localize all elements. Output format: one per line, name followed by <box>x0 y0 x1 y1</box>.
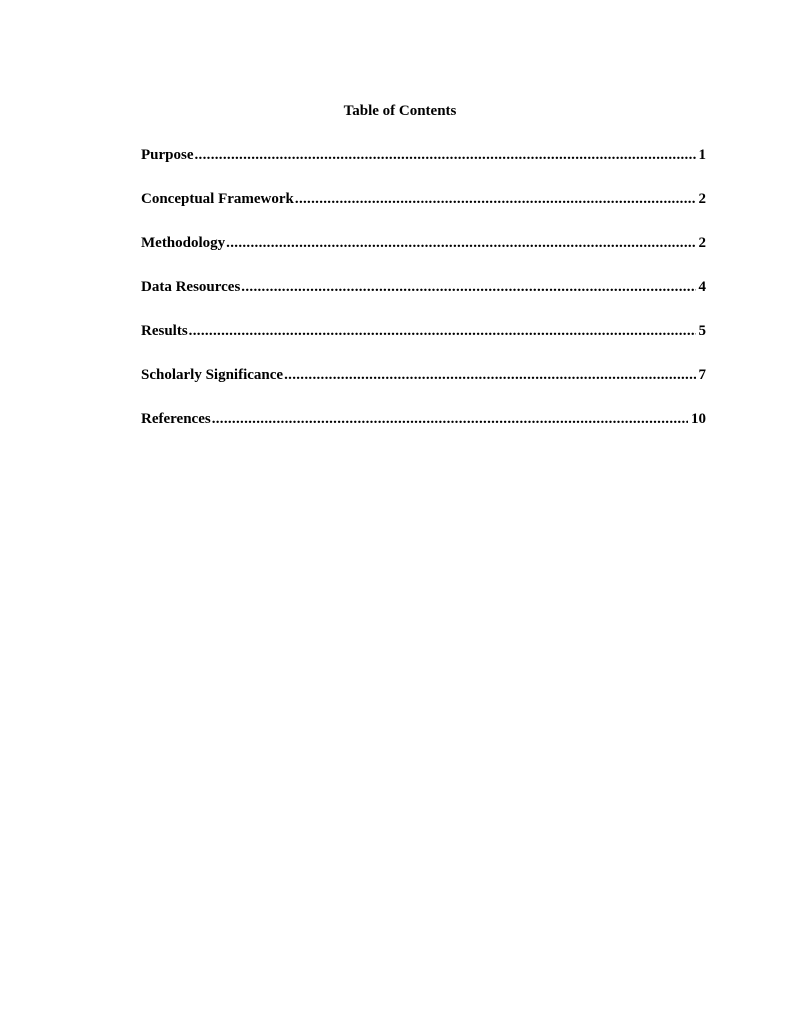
toc-entry-label: Data Resources <box>141 279 241 295</box>
toc-entry-methodology[interactable] <box>141 233 706 277</box>
toc-dot-leader <box>284 365 695 385</box>
toc-entry-label: Results <box>141 323 188 339</box>
toc-entry-label: Conceptual Framework <box>141 191 294 207</box>
toc-entry-label: References <box>141 411 211 427</box>
toc-entry-page: 1 <box>698 147 706 163</box>
toc-entry-references[interactable] <box>141 409 706 453</box>
toc-entry-results[interactable] <box>141 321 706 365</box>
toc-entry-page: 4 <box>698 279 706 295</box>
toc-entry-data-resources[interactable] <box>141 277 706 321</box>
toc-title: Table of Contents <box>343 103 457 119</box>
toc-entry-label: Scholarly Significance <box>141 367 284 383</box>
toc-dot-leader <box>212 409 688 429</box>
toc-entry-page: 10 <box>691 411 706 427</box>
toc-entry-page: 5 <box>698 323 706 339</box>
toc-list <box>141 145 706 453</box>
toc-dot-leader <box>241 277 695 297</box>
toc-entry-purpose[interactable] <box>141 145 706 189</box>
toc-entry-label: Methodology <box>141 235 226 251</box>
toc-dot-leader <box>226 233 695 253</box>
toc-entry-page: 2 <box>698 191 706 207</box>
toc-entry-page: 2 <box>698 235 706 251</box>
toc-dot-leader <box>189 321 696 341</box>
toc-entry-page: 7 <box>698 367 706 383</box>
toc-entry-scholarly-significance[interactable] <box>141 365 706 409</box>
toc-entry-conceptual-framework[interactable] <box>141 189 706 233</box>
toc-dot-leader <box>195 145 696 165</box>
toc-dot-leader <box>295 189 696 209</box>
toc-entry-label: Purpose <box>141 147 194 163</box>
